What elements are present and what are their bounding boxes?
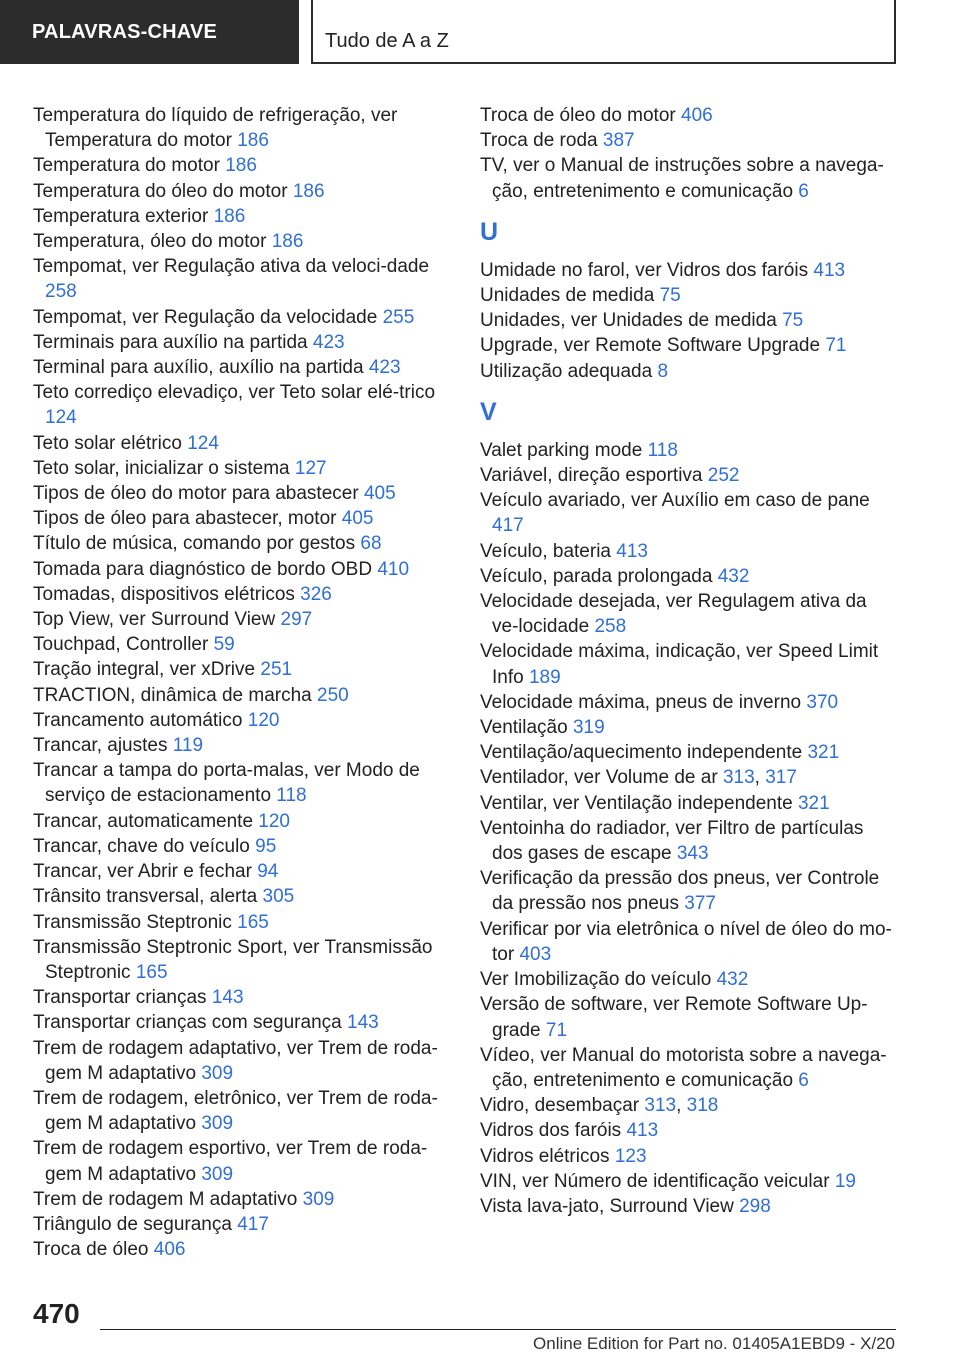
index-entry-term: Tempomat, ver Regulação da velocidade (33, 306, 378, 328)
index-entry-term: Veículo, bateria (480, 540, 611, 562)
index-entry-term: Ventilação/aquecimento independente (480, 742, 803, 764)
index-entry-term: Trancar, automaticamente (33, 810, 254, 832)
index-entry-term: Título de música, comando por gestos (33, 533, 356, 555)
page-reference-link[interactable]: 124 (187, 432, 219, 454)
page-reference-link[interactable]: 406 (153, 1239, 186, 1261)
page-reference-link[interactable]: 186 (225, 155, 257, 177)
index-entry (33, 1212, 445, 1237)
index-entry-term: Tomada para diagnóstico de bordo OBD (33, 558, 373, 580)
index-entry (480, 283, 892, 308)
index-entry-term: Temperatura do óleo do motor (33, 180, 288, 202)
index-entry-term: Tomadas, dispositivos elétricos (33, 583, 295, 605)
index-entry-term: Temperatura do motor (33, 155, 220, 177)
index-entry (480, 917, 892, 967)
index-entry-term: Trancar, ajustes (33, 735, 168, 757)
index-entry (33, 557, 445, 582)
index-entry (480, 992, 892, 1042)
index-entry-term: Vidros dos faróis (480, 1120, 622, 1142)
index-entry-term: VIN, ver Número de identificação veicular (480, 1170, 830, 1192)
index-entry (480, 816, 892, 866)
page-reference-link[interactable]: 309 (201, 1163, 234, 1185)
index-entry-term: Umidade no farol, ver Vidros dos faróis (480, 259, 809, 281)
index-entry (33, 1086, 445, 1136)
index-entry (33, 254, 445, 304)
index-entry-term: Trem de rodagem M adaptativo (33, 1188, 298, 1210)
index-entry: Vidro, desembaçar 313, 318 (480, 1095, 719, 1117)
page-reference-link[interactable]: 413 (626, 1120, 659, 1142)
index-entry-term: Variável, direção esportiva (480, 465, 703, 487)
index-entry-term: Troca de óleo do motor (480, 105, 676, 126)
page-reference-link[interactable]: 68 (360, 533, 382, 555)
index-entry-term: Veículo, parada prolongada (480, 565, 713, 587)
index-entry-term: Touchpad, Controller (33, 634, 209, 656)
index-entry-term: Troca de óleo (33, 1239, 149, 1261)
index-entry-term: TV, ver o Manual de instruções sobre a navega‐ção, entretenimento e comunicação (480, 155, 884, 202)
index-entry (33, 153, 445, 178)
index-entry (480, 333, 892, 358)
footer-rule (100, 1329, 896, 1330)
index-letter-v: V (480, 397, 497, 426)
index-entry (33, 733, 445, 758)
page-reference-link[interactable]: 118 (647, 439, 678, 461)
page-reference-link[interactable]: 6 (798, 1069, 809, 1091)
page-reference-link[interactable]: 258 (45, 281, 77, 303)
index-entry (33, 179, 445, 204)
index-entry-term: Terminal para auxílio, auxílio na partida (33, 357, 364, 379)
page-number: 470 (33, 1298, 80, 1329)
index-entry (33, 355, 445, 380)
page-reference-link[interactable]: 309 (201, 1062, 234, 1084)
index-entry (33, 305, 445, 330)
index-entry-term: Unidades de medida (480, 285, 655, 307)
page-reference-link[interactable]: 309 (201, 1113, 234, 1135)
page-reference-link[interactable]: 343 (676, 843, 709, 865)
page-reference-link[interactable]: 313 (644, 1095, 677, 1117)
page-reference-link[interactable]: 95 (255, 835, 277, 857)
page-reference-link[interactable]: 423 (368, 357, 401, 379)
index-entry (33, 531, 445, 556)
index-entry-term: Trem de rodagem adaptativo, ver Trem de roda‐gem M adaptativo (33, 1037, 438, 1084)
index-entry-term: Transmissão Steptronic (33, 911, 232, 933)
index-entry-term: Teto corrediço elevadiço, ver Teto solar elé‐trico (33, 382, 436, 404)
page-reference-link[interactable]: 71 (825, 335, 847, 357)
index-group-u (480, 258, 892, 384)
section-title: PALAVRAS-CHAVE (32, 21, 218, 43)
index-entry (33, 809, 445, 834)
index-entry-term: Teto solar elétrico (33, 432, 182, 454)
page-reference-link[interactable]: 432 (717, 565, 750, 587)
page-reference-link[interactable]: 71 (545, 1019, 568, 1041)
index-entry-term: Transportar crianças (33, 987, 207, 1009)
index-entry (33, 708, 445, 733)
index-entry-term: Valet parking mode (480, 439, 643, 461)
index-entry-term: Versão de software, ver Remote Software Up‐grade (480, 994, 868, 1041)
index-entry (33, 330, 445, 355)
page-reference-link[interactable]: 432 (716, 969, 749, 991)
page-reference-link[interactable]: 123 (614, 1145, 647, 1167)
index-entry-term: Terminais para auxílio na partida (33, 331, 308, 353)
index-entry (480, 308, 892, 333)
index-entry-term: Trancar a tampa do porta-malas, ver Modo de serviço de estacionamento (33, 760, 420, 807)
index-group-v (480, 438, 892, 1219)
index-entry (480, 564, 892, 589)
index-entry (480, 740, 892, 765)
index-entry (480, 1118, 892, 1143)
page-reference-link[interactable]: 318 (686, 1095, 719, 1117)
page-reference-link[interactable]: 119 (172, 735, 204, 757)
page-reference-link[interactable]: 6 (798, 180, 809, 202)
index-entry (33, 1237, 445, 1262)
page-reference-link[interactable]: 165 (135, 961, 168, 983)
index-entry-term: Trem de rodagem, eletrônico, ver Trem de roda‐gem M adaptativo (33, 1087, 438, 1135)
page-reference-link[interactable]: 8 (657, 360, 669, 382)
index-entry-term: Trânsito transversal, alerta (33, 886, 258, 908)
index-entry (480, 715, 892, 740)
page-reference-link[interactable]: 251 (260, 659, 293, 681)
index-entry (480, 967, 892, 992)
index-entry-term: Trancar, ver Abrir e fechar (33, 861, 252, 883)
index-entry-term: Tipos de óleo do motor para abastecer (33, 483, 359, 505)
index-entry (33, 103, 445, 153)
page-reference-link[interactable]: 59 (213, 634, 235, 656)
index-entry-term: Velocidade máxima, indicação, ver Speed Limit Info (480, 641, 879, 688)
index-entry-term: Ventilador, ver Volume de ar (480, 767, 718, 789)
index-entry-term: Trancamento automático (33, 709, 243, 731)
index-entry-term: Utilização adequada (480, 360, 653, 382)
page-reference-link[interactable]: 413 (813, 259, 846, 281)
index-entry (480, 1169, 892, 1194)
page-reference-link[interactable]: 317 (765, 767, 797, 789)
section-tab (0, 0, 299, 64)
index-entry-term: Verificação da pressão dos pneus, ver Controle da pressão nos pneus (480, 868, 880, 915)
index-entry-term: Temperatura exterior (33, 205, 209, 227)
index-entry (33, 506, 445, 531)
page-reference-link[interactable]: 186 (237, 130, 269, 152)
edition-note: Online Edition for Part no. 01405A1EBD9 - X/20 (533, 1334, 895, 1353)
index-entry (33, 1187, 445, 1212)
page-reference-link[interactable]: 258 (594, 616, 627, 638)
index-entry-term: Temperatura, óleo do motor (33, 231, 267, 253)
page-reference-link[interactable]: 186 (271, 231, 304, 253)
index-entry (33, 582, 445, 607)
page-reference-link[interactable]: 118 (276, 785, 307, 807)
index-entry-term: Vista lava-jato, Surround View (480, 1195, 734, 1217)
page-reference-link[interactable]: 252 (707, 465, 740, 487)
page-reference-link[interactable]: 370 (806, 691, 839, 713)
index-entry-term: Trem de rodagem esportivo, ver Trem de roda‐gem M adaptativo (33, 1138, 428, 1185)
index-entry-term: Upgrade, ver Remote Software Upgrade (480, 335, 821, 357)
index-entry-term: Top View, ver Surround View (33, 609, 276, 631)
page-reference-link[interactable]: 321 (807, 742, 840, 764)
index-entry (480, 258, 892, 283)
index-entry (33, 431, 445, 456)
page-reference-link[interactable]: 321 (797, 792, 830, 814)
index-entry-term: Tipos de óleo para abastecer, motor (33, 508, 337, 530)
page-reference-link[interactable]: 410 (377, 558, 410, 580)
index-entry (33, 859, 445, 884)
index-entry (33, 229, 445, 254)
index-entry (33, 758, 445, 808)
index-entry (480, 359, 892, 384)
index-entry (480, 153, 892, 203)
page-reference-link[interactable]: 417 (492, 515, 524, 537)
page-reference-link[interactable]: 250 (317, 684, 349, 706)
index-entry (480, 438, 892, 463)
index-entry-term: Ventilação (480, 717, 568, 739)
page-reference-link[interactable]: 297 (280, 609, 313, 631)
index-entry (480, 589, 892, 639)
index-entry (480, 103, 892, 128)
index-column-left (33, 103, 445, 1262)
index-entry-term: Transmissão Steptronic Sport, ver Transmissão Steptronic (33, 936, 433, 983)
index-entry (480, 639, 892, 689)
page-reference-link[interactable]: 255 (382, 306, 415, 328)
index-entry (33, 834, 445, 859)
subsection-title: Tudo de A a Z (325, 30, 449, 52)
index-entry: Ventilador, ver Volume de ar 313, 317 (480, 767, 797, 789)
index-entry-term: Velocidade máxima, pneus de inverno (480, 691, 802, 713)
index-entry (33, 1010, 445, 1035)
index-group-t-continued (480, 103, 892, 204)
index-entry (33, 481, 445, 506)
page-reference-link[interactable]: 405 (341, 508, 374, 530)
index-entry-term: Unidades, ver Unidades de medida (480, 310, 777, 332)
index-entry-term: Vídeo, ver Manual do motorista sobre a navega‐ção, entretenimento e comunicação (480, 1044, 887, 1091)
index-entry (480, 488, 892, 538)
index-entry (33, 985, 445, 1010)
index-entry (33, 884, 445, 909)
index-entry-term: Teto solar, inicializar o sistema (33, 457, 290, 479)
index-entry-term: Tempomat, ver Regulação ativa da veloci‐dade (33, 256, 430, 278)
index-entry (33, 935, 445, 985)
index-column-right (480, 103, 892, 1219)
index-entry (33, 632, 445, 657)
index-entry (33, 607, 445, 632)
index-entry (480, 463, 892, 488)
index-entry (33, 683, 445, 708)
page-reference-link[interactable]: 405 (363, 483, 396, 505)
index-entry-term: Ventoinha do radiador, ver Filtro de partículas dos gases de escape (480, 817, 864, 865)
page-reference-link[interactable]: 186 (213, 205, 246, 227)
page-reference-link[interactable]: 143 (211, 987, 244, 1009)
index-entry-term: TRACTION, dinâmica de marcha (33, 684, 312, 706)
page-reference-link[interactable]: 417 (237, 1213, 269, 1235)
page-reference-link[interactable]: 377 (684, 893, 716, 915)
index-entry-term: Trancar, chave do veículo (33, 835, 250, 857)
page-reference-link[interactable]: 406 (681, 105, 713, 126)
page-reference-link[interactable]: 309 (302, 1188, 335, 1210)
page-reference-link[interactable]: 124 (45, 407, 77, 429)
index-entry (33, 1036, 445, 1086)
page-reference-link[interactable]: 165 (237, 911, 269, 933)
page-reference-link[interactable]: 143 (347, 1012, 379, 1034)
page-reference-link[interactable]: 120 (247, 709, 280, 731)
page-reference-link[interactable]: 189 (528, 666, 561, 688)
page-reference-link[interactable]: 403 (519, 943, 552, 965)
page-reference-link[interactable]: 75 (659, 285, 681, 307)
index-entry (480, 1043, 892, 1093)
index-entry (33, 456, 445, 481)
index-entry-term: Ventilar, ver Ventilação independente (480, 792, 793, 814)
index-entry (480, 690, 892, 715)
index-entry-term: Transportar crianças com segurança (33, 1012, 342, 1034)
index-letter-u: U (480, 217, 499, 246)
index-entry (33, 1136, 445, 1186)
page-reference-link[interactable]: 423 (312, 331, 345, 353)
index-entry-term: Veículo avariado, ver Auxílio em caso de pane (480, 490, 870, 512)
page-reference-link[interactable]: 186 (292, 180, 325, 202)
page-reference-link[interactable]: 313 (722, 767, 755, 789)
page-reference-link[interactable]: 319 (572, 717, 605, 739)
index-entry (480, 128, 892, 153)
page-reference-link[interactable]: 75 (782, 310, 804, 332)
index-entry-term: Ver Imobilização do veículo (480, 969, 712, 991)
index-entry-term: Tração integral, ver xDrive (33, 659, 256, 681)
index-entry-term: Temperatura do líquido de refrigeração, ver Temperatura do motor (33, 105, 398, 152)
page-reference-link[interactable]: 387 (602, 130, 635, 152)
page-reference-link[interactable]: 19 (834, 1170, 856, 1192)
index-entry (33, 657, 445, 682)
page-reference-link[interactable]: 120 (258, 810, 290, 832)
page-reference-link[interactable]: 305 (262, 886, 295, 908)
index-entry-term: Troca de roda (480, 130, 598, 152)
index-entry-term: Verificar por via eletrônica o nível de óleo do mo‐tor (480, 918, 892, 965)
index-entry (33, 204, 445, 229)
index-entry-term: Vidro, desembaçar (480, 1095, 640, 1117)
index-entry-term: Triângulo de segurança (33, 1213, 232, 1235)
index-entry-term: Velocidade desejada, ver Regulagem ativa da ve‐locidade (480, 591, 867, 638)
index-entry-term: Vidros elétricos (480, 1145, 610, 1167)
index-entry (480, 866, 892, 916)
index-entry (480, 791, 892, 816)
subsection-tab (311, 0, 896, 64)
index-entry (480, 539, 892, 564)
page-reference-link[interactable]: 94 (257, 861, 279, 883)
page-reference-link[interactable]: 298 (739, 1195, 771, 1217)
page-reference-link[interactable]: 413 (616, 540, 648, 562)
index-entry (480, 1144, 892, 1169)
index-entry (480, 1194, 892, 1219)
page-reference-link[interactable]: 326 (300, 583, 332, 605)
index-entry (33, 380, 445, 430)
index-entry (33, 910, 445, 935)
page-reference-link[interactable]: 127 (294, 457, 327, 479)
